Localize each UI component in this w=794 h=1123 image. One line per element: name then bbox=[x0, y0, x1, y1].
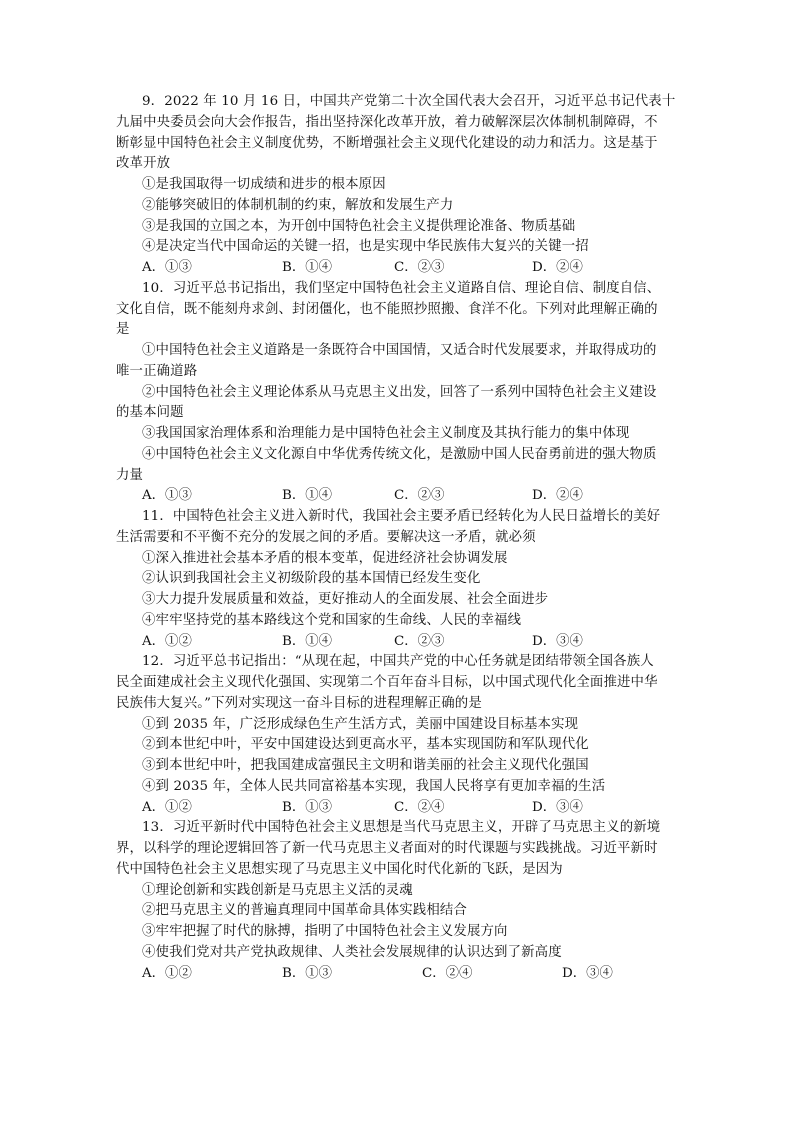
answer-choice-a[interactable]: A．①③ bbox=[142, 260, 192, 275]
option-statement: ④到 2035 年，全体人民共同富裕基本实现，我国人民将享有更加幸福的生活 bbox=[142, 778, 606, 794]
answer-choice-d[interactable]: D．②④ bbox=[532, 260, 583, 275]
option-statement: ②把马克思主义的普遍真理同中国革命具体实践相结合 bbox=[142, 903, 467, 919]
answer-choice-c[interactable]: C．②③ bbox=[394, 260, 445, 275]
option-statement: ③我国国家治理体系和治理能力是中国特色社会主义制度及其执行能力的集中体现 bbox=[142, 426, 630, 441]
answer-choice-b[interactable]: B．①④ bbox=[282, 260, 333, 275]
option-statement: ②中国特色社会主义理论体系从马克思主义出发，回答了一系列中国特色社会主义建设 bbox=[142, 384, 657, 400]
option-statement: ②到本世纪中叶，平安中国建设达到更高水平，基本实现国防和军队现代化 bbox=[142, 737, 589, 753]
question-10 bbox=[116, 279, 682, 507]
question-stem-line: 民全面建成社会主义现代化强国、实现第二个百年奋斗目标，以中国式现代化全面推进中华 bbox=[116, 675, 658, 690]
option-statement: ①中国特色社会主义道路是一条既符合中国国情，又适合时代发展要求，并取得成功的 bbox=[142, 343, 657, 358]
question-stem-line: 界，以科学的理论逻辑回答了新一代马克思主义者面对的时代课题与实践挑战。习近平新时 bbox=[116, 841, 658, 856]
question-stem-line: 民族伟大复兴。”下列对实现这一奋斗目标的进程理解正确的是 bbox=[116, 695, 482, 711]
answer-choices bbox=[116, 632, 682, 653]
answer-choices bbox=[116, 964, 682, 985]
answer-choice-b[interactable]: B．①③ bbox=[282, 799, 333, 815]
option-statement: ①到 2035 年，广泛形成绿色生产生活方式，美丽中国建设目标基本实现 bbox=[142, 716, 579, 732]
question-13 bbox=[116, 818, 682, 984]
question-stem-line: 改革开放 bbox=[116, 156, 171, 172]
question-stem-line: 文化自信，既不能刻舟求剑、封闭僵化，也不能照抄照搬、食洋不化。下列对此理解正确的 bbox=[116, 301, 658, 317]
question-11 bbox=[116, 507, 682, 652]
question-9 bbox=[116, 92, 682, 279]
answer-choice-d[interactable]: D．③④ bbox=[532, 633, 583, 649]
question-stem-line: 11．中国特色社会主义进入新时代，我国社会主要矛盾已经转化为人民日益增长的美好 bbox=[142, 509, 661, 524]
answer-choice-d[interactable]: D．③④ bbox=[532, 799, 583, 815]
question-stem-line: 九届中央委员会向大会作报告，指出坚持深化改革开放，着力破解深层次体制机制障碍，不 bbox=[116, 114, 658, 130]
question-stem-line: 是 bbox=[116, 322, 130, 338]
answer-choices bbox=[116, 798, 682, 819]
answer-choice-b[interactable]: B．①④ bbox=[282, 488, 333, 504]
answer-choices bbox=[116, 486, 682, 507]
question-stem-line: 断彰显中国特色社会主义制度优势，不断增强社会主义现代化建设的动力和活力。这是基于 bbox=[116, 135, 658, 151]
option-statement: ③大力提升发展质量和效益，更好推动人的全面发展、社会全面进步 bbox=[142, 592, 549, 607]
answer-choice-c[interactable]: C．②④ bbox=[422, 965, 473, 981]
answer-choice-b[interactable]: B．①④ bbox=[282, 633, 333, 649]
answer-choice-d[interactable]: D．③④ bbox=[562, 965, 613, 981]
option-statement: ②能够突破旧的体制机制的约束，解放和发展生产力 bbox=[142, 197, 454, 213]
option-statement: ②认识到我国社会主义初级阶段的基本国情已经发生变化 bbox=[142, 571, 481, 587]
question-stem-line: 10．习近平总书记指出，我们坚定中国特色社会主义道路自信、理论自信、制度自信、 bbox=[142, 280, 661, 296]
question-stem-line: 12．习近平总书记指出：“从现在起，中国共产党的中心任务就是团结带领全国各族人 bbox=[142, 654, 654, 670]
answer-choice-b[interactable]: B．①③ bbox=[282, 965, 333, 981]
option-statement: ③到本世纪中叶，把我国建成富强民主文明和谐美丽的社会主义现代化强国 bbox=[142, 758, 589, 773]
option-statement: ④是决定当代中国命运的关键一招，也是实现中华民族伟大复兴的关键一招 bbox=[142, 239, 589, 255]
option-statement: ④牢牢坚持党的基本路线这个党和国家的生命线、人民的幸福线 bbox=[142, 612, 522, 628]
question-sheet bbox=[116, 92, 682, 984]
question-stem-line: 9．2022 年 10 月 16 日，中国共产党第二十次全国代表大会召开，习近平总书记代表十 bbox=[142, 94, 676, 109]
question-stem-line: 代中国特色社会主义思想实现了马克思主义中国化时代化新的飞跃，是因为 bbox=[116, 861, 563, 877]
answer-choice-a[interactable]: A．①③ bbox=[142, 488, 192, 504]
answer-choice-d[interactable]: D．②④ bbox=[532, 488, 583, 504]
question-stem-line: 生活需要和不平衡不充分的发展之间的矛盾。要解决这一矛盾，就必须 bbox=[116, 529, 536, 545]
question-12 bbox=[116, 652, 682, 818]
answer-choice-a[interactable]: A．①② bbox=[142, 633, 192, 649]
option-statement: ③是我国的立国之本，为开创中国特色社会主义提供理论准备、物质基础 bbox=[142, 218, 576, 234]
answer-choice-c[interactable]: C．②④ bbox=[394, 799, 445, 815]
option-statement: ①理论创新和实践创新是马克思主义活的灵魂 bbox=[142, 882, 413, 898]
option-statement-continued: 唯一正确道路 bbox=[116, 363, 198, 379]
option-statement: ①深入推进社会基本矛盾的根本变革，促进经济社会协调发展 bbox=[142, 550, 508, 566]
answer-choice-c[interactable]: C．②③ bbox=[394, 488, 445, 504]
option-statement-continued: 的基本问题 bbox=[116, 405, 184, 421]
option-statement: ④中国特色社会主义文化源自中华优秀传统文化，是激励中国人民奋勇前进的强大物质 bbox=[142, 446, 657, 462]
option-statement: ①是我国取得一切成绩和进步的根本原因 bbox=[142, 177, 386, 192]
answer-choice-a[interactable]: A．①② bbox=[142, 965, 192, 981]
option-statement-continued: 力量 bbox=[116, 467, 144, 483]
question-stem-line: 13．习近平新时代中国特色社会主义思想是当代马克思主义，开辟了马克思主义的新境 bbox=[142, 820, 661, 836]
option-statement: ③牢牢把握了时代的脉搏，指明了中国特色社会主义发展方向 bbox=[142, 924, 508, 939]
answer-choices bbox=[116, 258, 682, 279]
answer-choice-a[interactable]: A．①② bbox=[142, 799, 192, 815]
answer-choice-c[interactable]: C．②③ bbox=[394, 633, 445, 649]
option-statement: ④使我们党对共产党执政规律、人类社会发展规律的认识达到了新高度 bbox=[142, 944, 562, 960]
